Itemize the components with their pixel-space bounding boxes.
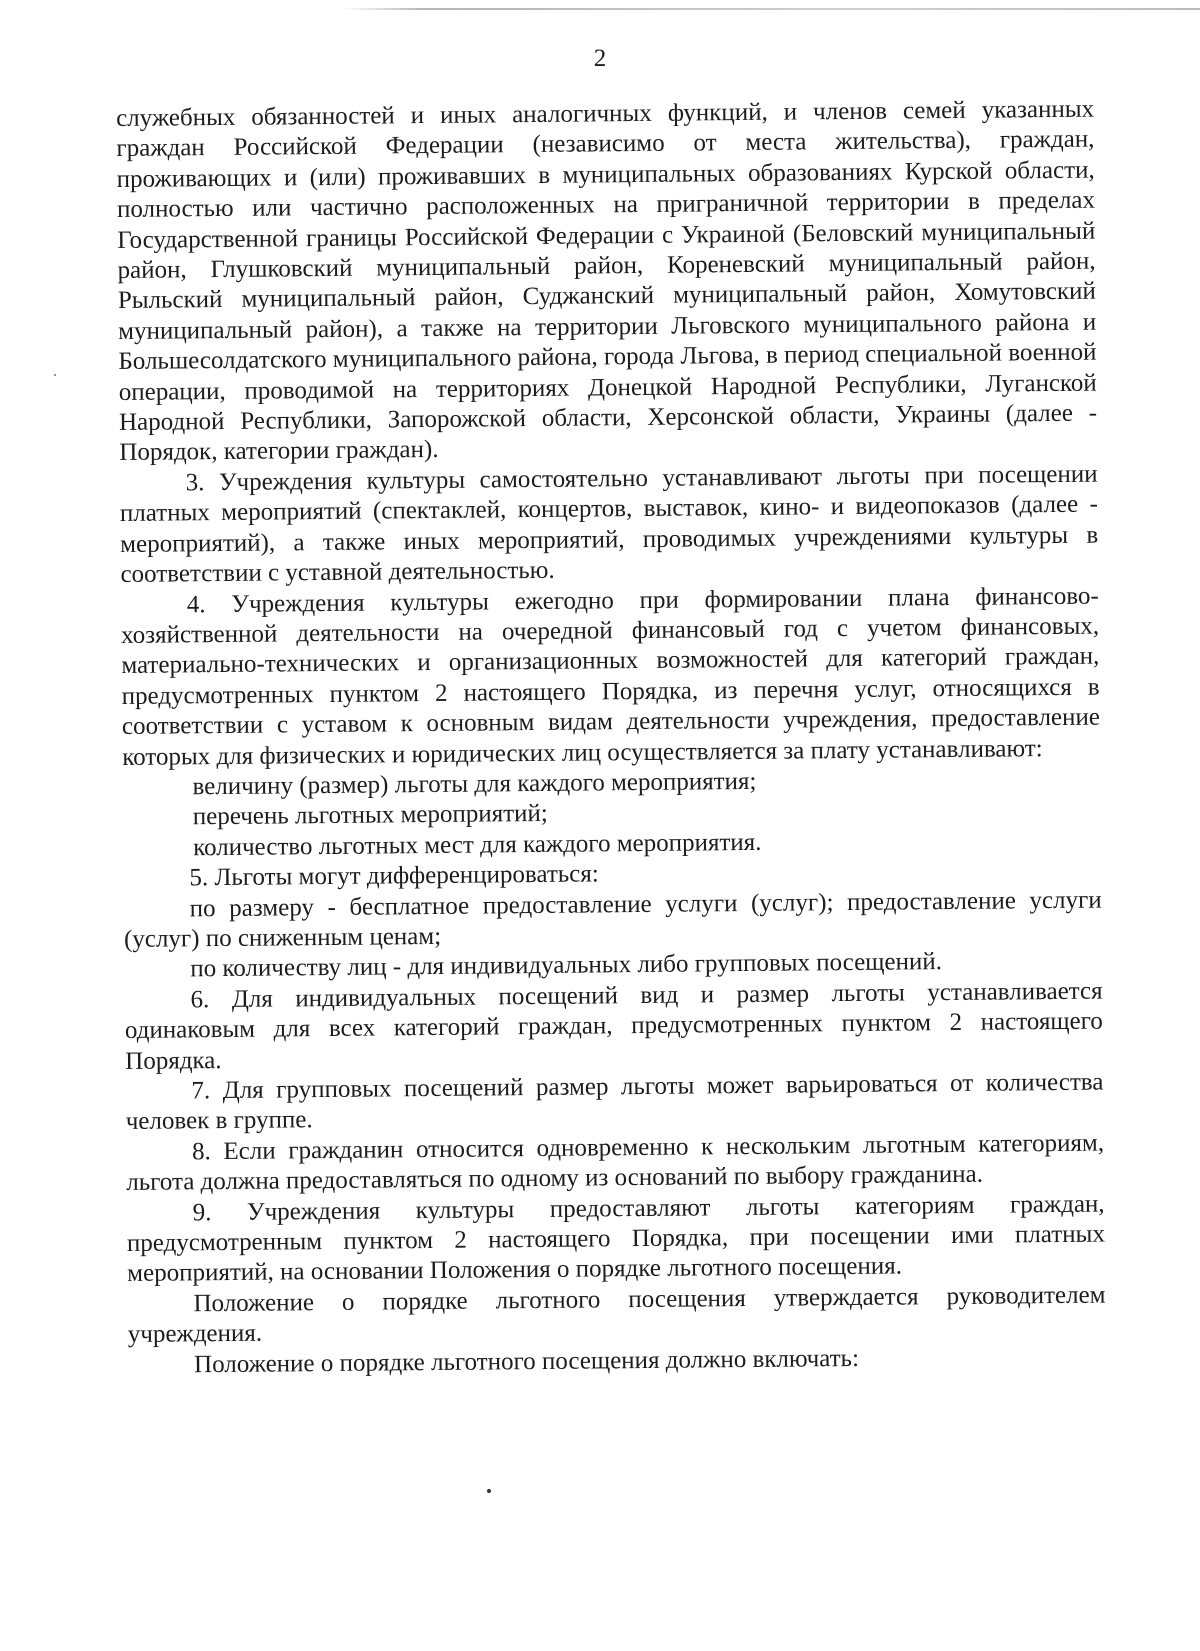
- paragraph-regulation-approval: Положение о порядке льготного посещения утверждается руководителем учреждения.: [127, 1281, 1106, 1349]
- page-number: 2: [593, 45, 607, 72]
- paragraph-item-9: 9. Учреждения культуры предоставляют льготы категориям граждан, предусмотренным пунктом 2 настоящего Порядка, при посещении ими платных мероприятий, на основании Положения о порядке льготного посещения.: [126, 1190, 1106, 1288]
- paragraph-continuation: служебных обязанностей и иных аналогичных функций, и членов семей указанных граждан Российской Федерации (независимо от места жительства), граждан, проживающих и (или) проживавших в муниципальных образованиях Курской области, полностью или частично расположенных на приграничной территории в пределах Государственной границы Российской Федерации с Украиной (Беловский муниципальный район, Глушковский муниципальный район, Кореневский муниципальный район, Рыльский муниципальный район, Суджанский муниципальный район, Хомутовский муниципальный район), а также на территории Льговского муниципального района и Большесолдатского муниципального района, города Льгова, в период специальной военной операции, проводимой на территориях Донецкой Народной Республики, Луганской Народной Республики, Запорожской области, Херсонской области, Украины (далее - Порядок, категории граждан).: [116, 95, 1098, 467]
- paragraph-by-size: по размеру - бесплатное предоставление услуги (услуг); предоставление услуги (услуг) по сниженным ценам;: [123, 886, 1102, 953]
- paragraph-item-3: 3. Учреждения культуры самостоятельно устанавливают льготы при посещении платных мероприятий (спектаклей, концертов, выставок, кино- и видеопоказов (далее - мероприятий), а также иных мероприятий, проводимых учреждениями культуры в соответствии с уставной деятельностью.: [119, 460, 1099, 589]
- paragraph-item-4: 4. Учреждения культуры ежегодно при формировании плана финансово-хозяйственной деятельности на очередной финансовый год с учетом финансовых, материально-технических и организационных возможностей для категорий граждан, предусмотренных пунктом 2 настоящего Порядка, из перечня услуг, относящихся в соответствии с уставом к основным видам деятельности учреждения, предоставление которых для физических и юридических лиц осуществляется за плату устанавливают:: [120, 582, 1101, 771]
- list-line-seats-count: количество льготных мест для каждого мероприятия.: [193, 828, 762, 862]
- scan-dot: [487, 1489, 491, 1493]
- document-body: [116, 95, 1106, 1381]
- paragraph-item-5: 5. Льготы могут дифференцироваться:: [189, 860, 599, 892]
- paragraph-item-8: 8. Если гражданин относится одновременно к нескольким льготным категориям, льгота должна предоставляться по одному из оснований по выбору гражданина.: [126, 1129, 1105, 1197]
- list-line-events-list: перечень льготных мероприятий;: [192, 800, 548, 831]
- scan-top-edge: [340, 8, 1200, 10]
- scan-speck: [54, 374, 56, 376]
- paragraph-by-persons: по количеству лиц - для индивидуальных либо групповых посещений.: [190, 948, 943, 983]
- paragraph-regulation-contents: Положение о порядке льготного посещения должно включать:: [193, 1344, 860, 1378]
- paragraph-item-6: 6. Для индивидуальных посещений вид и размер льготы устанавливается одинаковым для всех категорий граждан, предусмотренных пунктом 2 настоящего Порядка.: [124, 977, 1103, 1075]
- list-line-benefit-size: величину (размер) льготы для каждого мероприятия;: [192, 767, 757, 801]
- paragraph-item-7: 7. Для групповых посещений размер льготы может варьироваться от количества человек в группе.: [125, 1068, 1104, 1136]
